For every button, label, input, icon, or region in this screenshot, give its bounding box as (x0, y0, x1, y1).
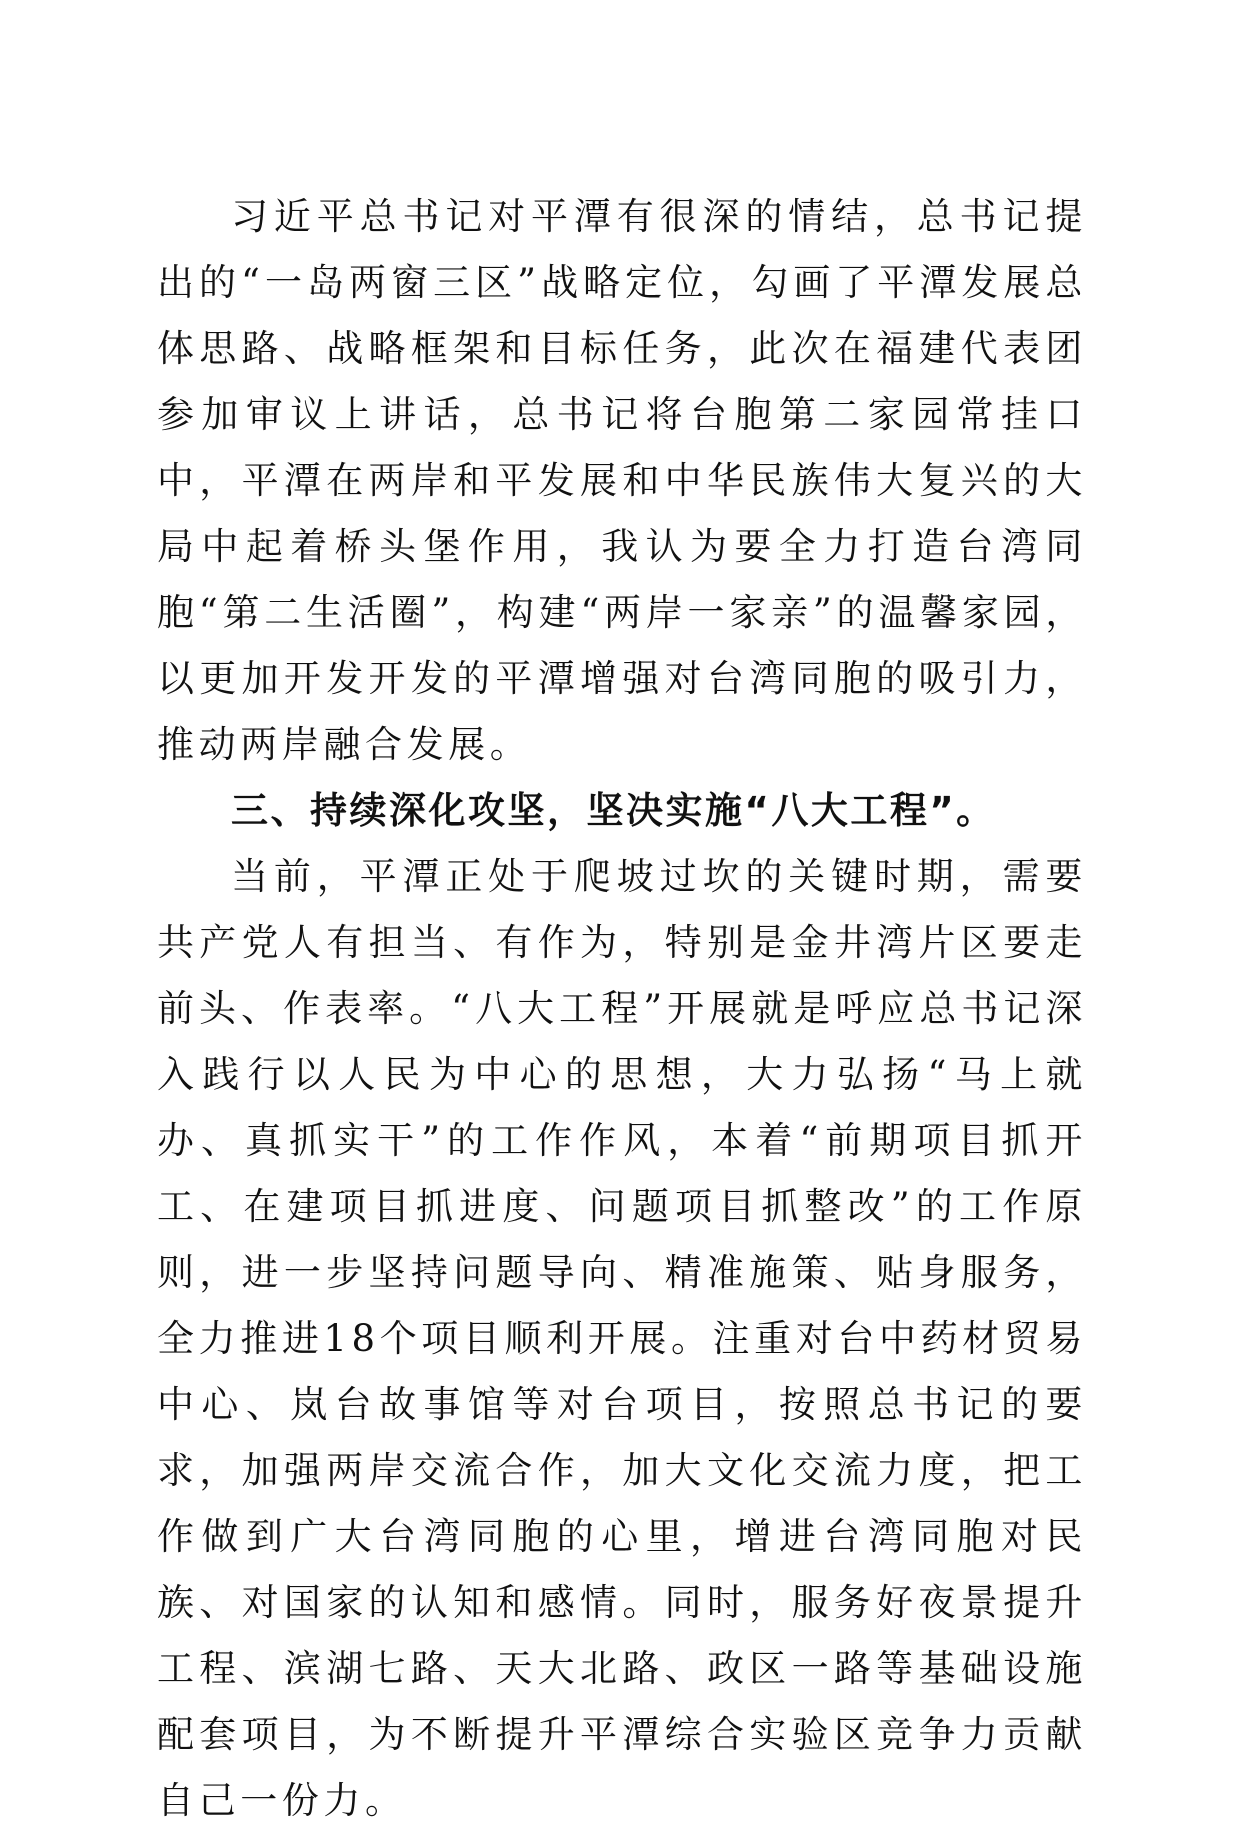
paragraph-intro: 习近平总书记对平潭有很深的情结，总书记提出的“一岛两窗三区”战略定位，勾画了平潭发展总体思路、战略框架和目标任务，此次在福建代表团参加审议上讲话，总书记将台胞第二家园常挂口中，平潭在两岸和平发展和中华民族伟大复兴的大局中起着桥头堡作用，我认为要全力打造台湾同胞“第二生活圈”，构建“两岸一家亲”的温馨家园，以更加开发开发的平潭增强对台湾同胞的吸引力，推动两岸融合发展。 (157, 195, 1087, 766)
paragraph-eight-projects: 当前，平潭正处于爬坡过坎的关键时期，需要共产党人有担当、有作为，特别是金井湾片区要走前头、作表率。“八大工程”开展就是呼应总书记深入践行以人民为中心的思想，大力弘扬“马上就办、真抓实干”的工作作风，本着“前期项目抓开工、在建项目抓进度、问题项目抓整改”的工作原则，进一步坚持问题导向、精准施策、贴身服务，全力推进18个项目顺利开展。注重对台中药材贸易中心、岚台故事馆等对台项目，按照总书记的要求，加强两岸交流合作，加大文化交流力度，把工作做到广大台湾同胞的心里，增进台湾同胞对民族、对国家的认知和感情。同时，服务好夜景提升工程、滨湖七路、天大北路、政区一路等基础设施配套项目，为不断提升平潭综合实验区竞争力贡献自己一份力。 (157, 855, 1087, 1822)
section-heading: 三、持续深化攻坚，坚决实施“八大工程”。 (231, 789, 996, 832)
document-body (157, 184, 1087, 1834)
